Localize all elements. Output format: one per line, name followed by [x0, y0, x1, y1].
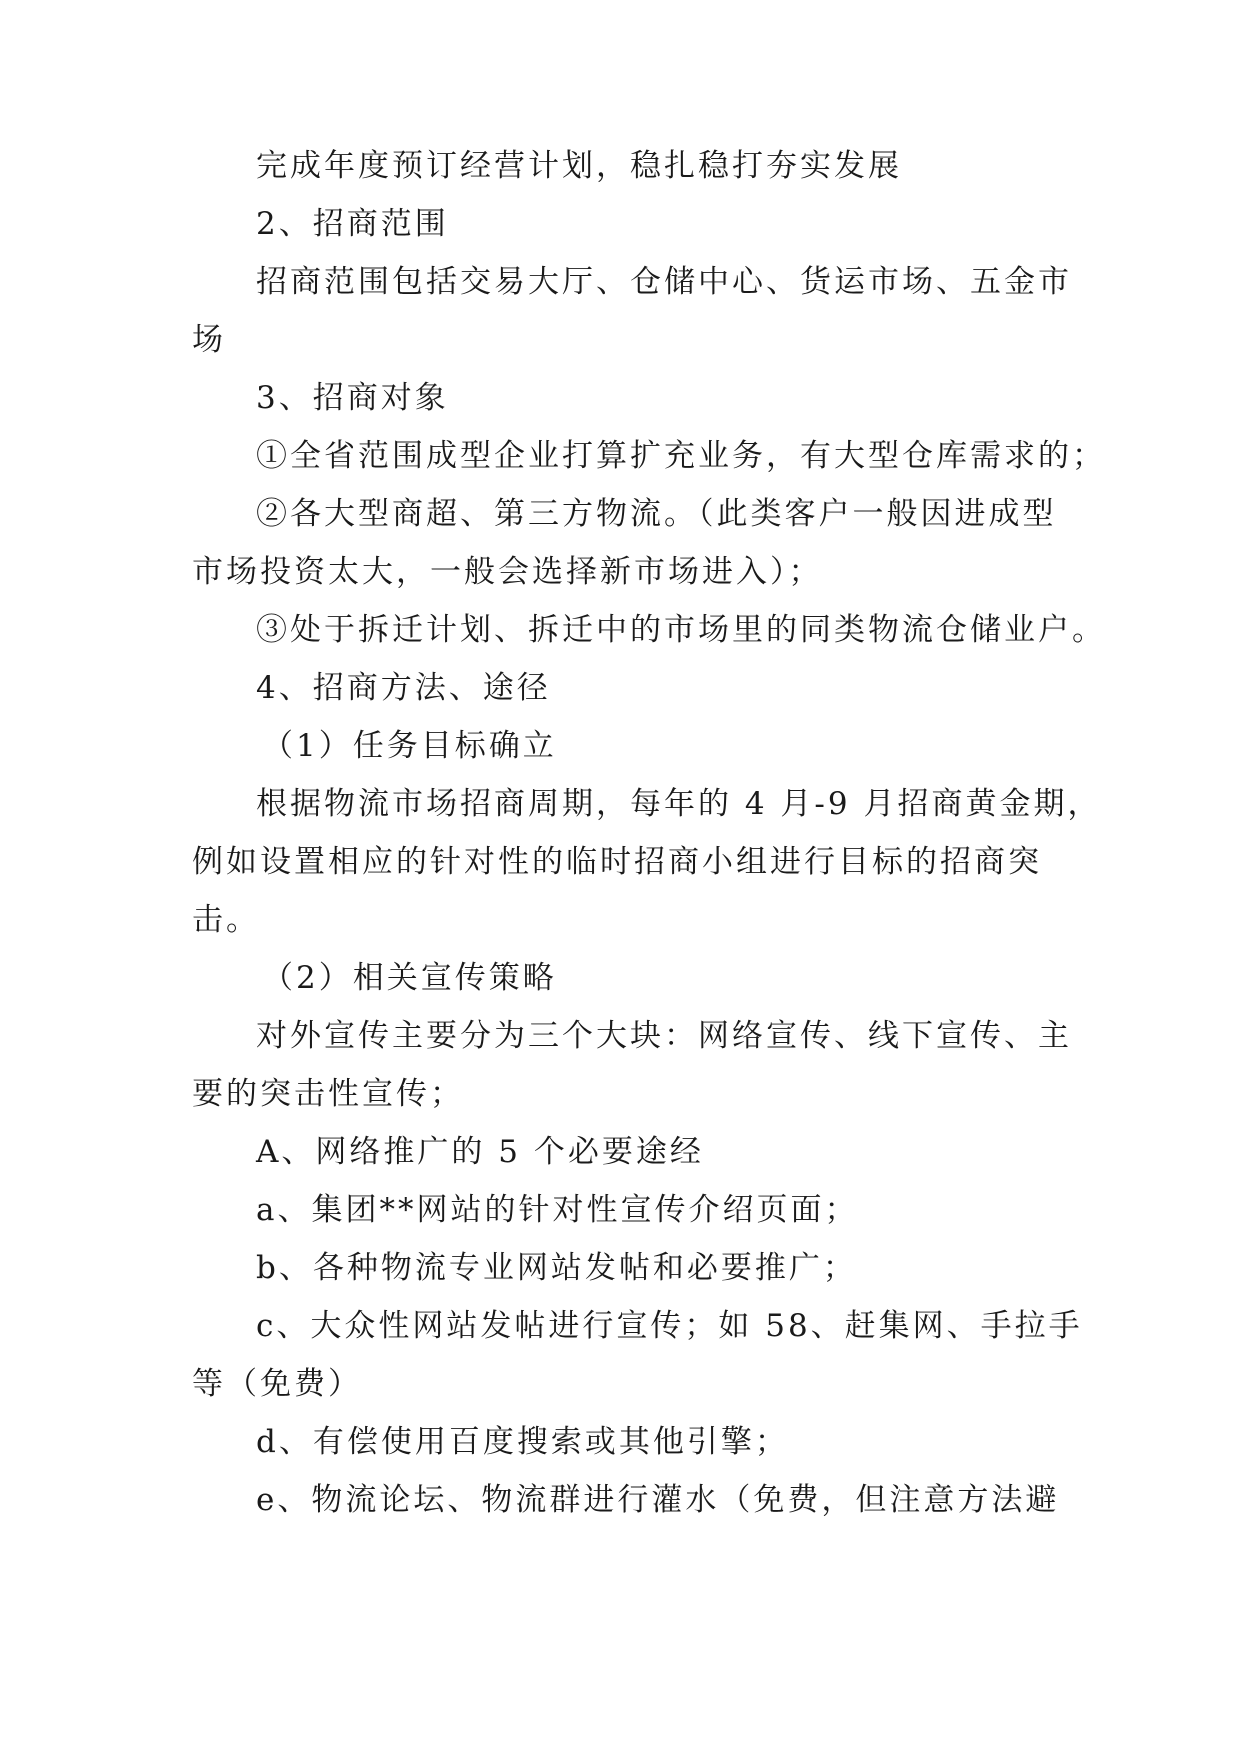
- paragraph-line: 招商范围包括交易大厅、仓储中心、货运市场、五金市: [256, 264, 1072, 300]
- paragraph-line: 市场投资太大，一般会选择新市场进入）；: [192, 554, 823, 590]
- section-heading: 2、招商范围: [256, 206, 449, 242]
- paragraph-line: 等（免费）: [192, 1366, 362, 1402]
- list-item: b、各种物流专业网站发帖和必要推广；: [256, 1250, 857, 1286]
- list-item: ②各大型商超、第三方物流。（此类客户一般因进成型: [256, 496, 1057, 532]
- subsection-heading: （2）相关宣传策略: [262, 960, 557, 996]
- list-item: e、物流论坛、物流群进行灌水（免费，但注意方法避: [256, 1482, 1060, 1518]
- paragraph-line: 击。: [192, 902, 260, 938]
- paragraph-line: 要的突击性宣传；: [192, 1076, 464, 1112]
- list-heading: A、网络推广的 5 个必要途经: [256, 1134, 704, 1170]
- list-item: ③处于拆迁计划、拆迁中的市场里的同类物流仓储业户。: [256, 612, 1106, 648]
- section-heading: 4、招商方法、途径: [256, 670, 551, 706]
- paragraph-line: 对外宣传主要分为三个大块：网络宣传、线下宣传、主: [256, 1018, 1072, 1054]
- list-item: a、集团**网站的针对性宣传介绍页面；: [256, 1192, 859, 1228]
- subsection-heading: （1）任务目标确立: [262, 728, 557, 764]
- paragraph-line: 根据物流市场招商周期，每年的 4 月-9 月招商黄金期，: [256, 786, 1102, 822]
- list-item: ①全省范围成型企业打算扩充业务，有大型仓库需求的；: [256, 438, 1106, 474]
- paragraph-line: 场: [192, 322, 226, 358]
- list-item: d、有偿使用百度搜索或其他引擎；: [256, 1424, 789, 1460]
- paragraph-line: 例如设置相应的针对性的临时招商小组进行目标的招商突: [192, 844, 1042, 880]
- list-item: c、大众性网站发帖进行宣传；如 58、赶集网、手拉手: [256, 1308, 1083, 1344]
- paragraph-line: 完成年度预订经营计划，稳扎稳打夯实发展: [256, 148, 902, 184]
- section-heading: 3、招商对象: [256, 380, 449, 416]
